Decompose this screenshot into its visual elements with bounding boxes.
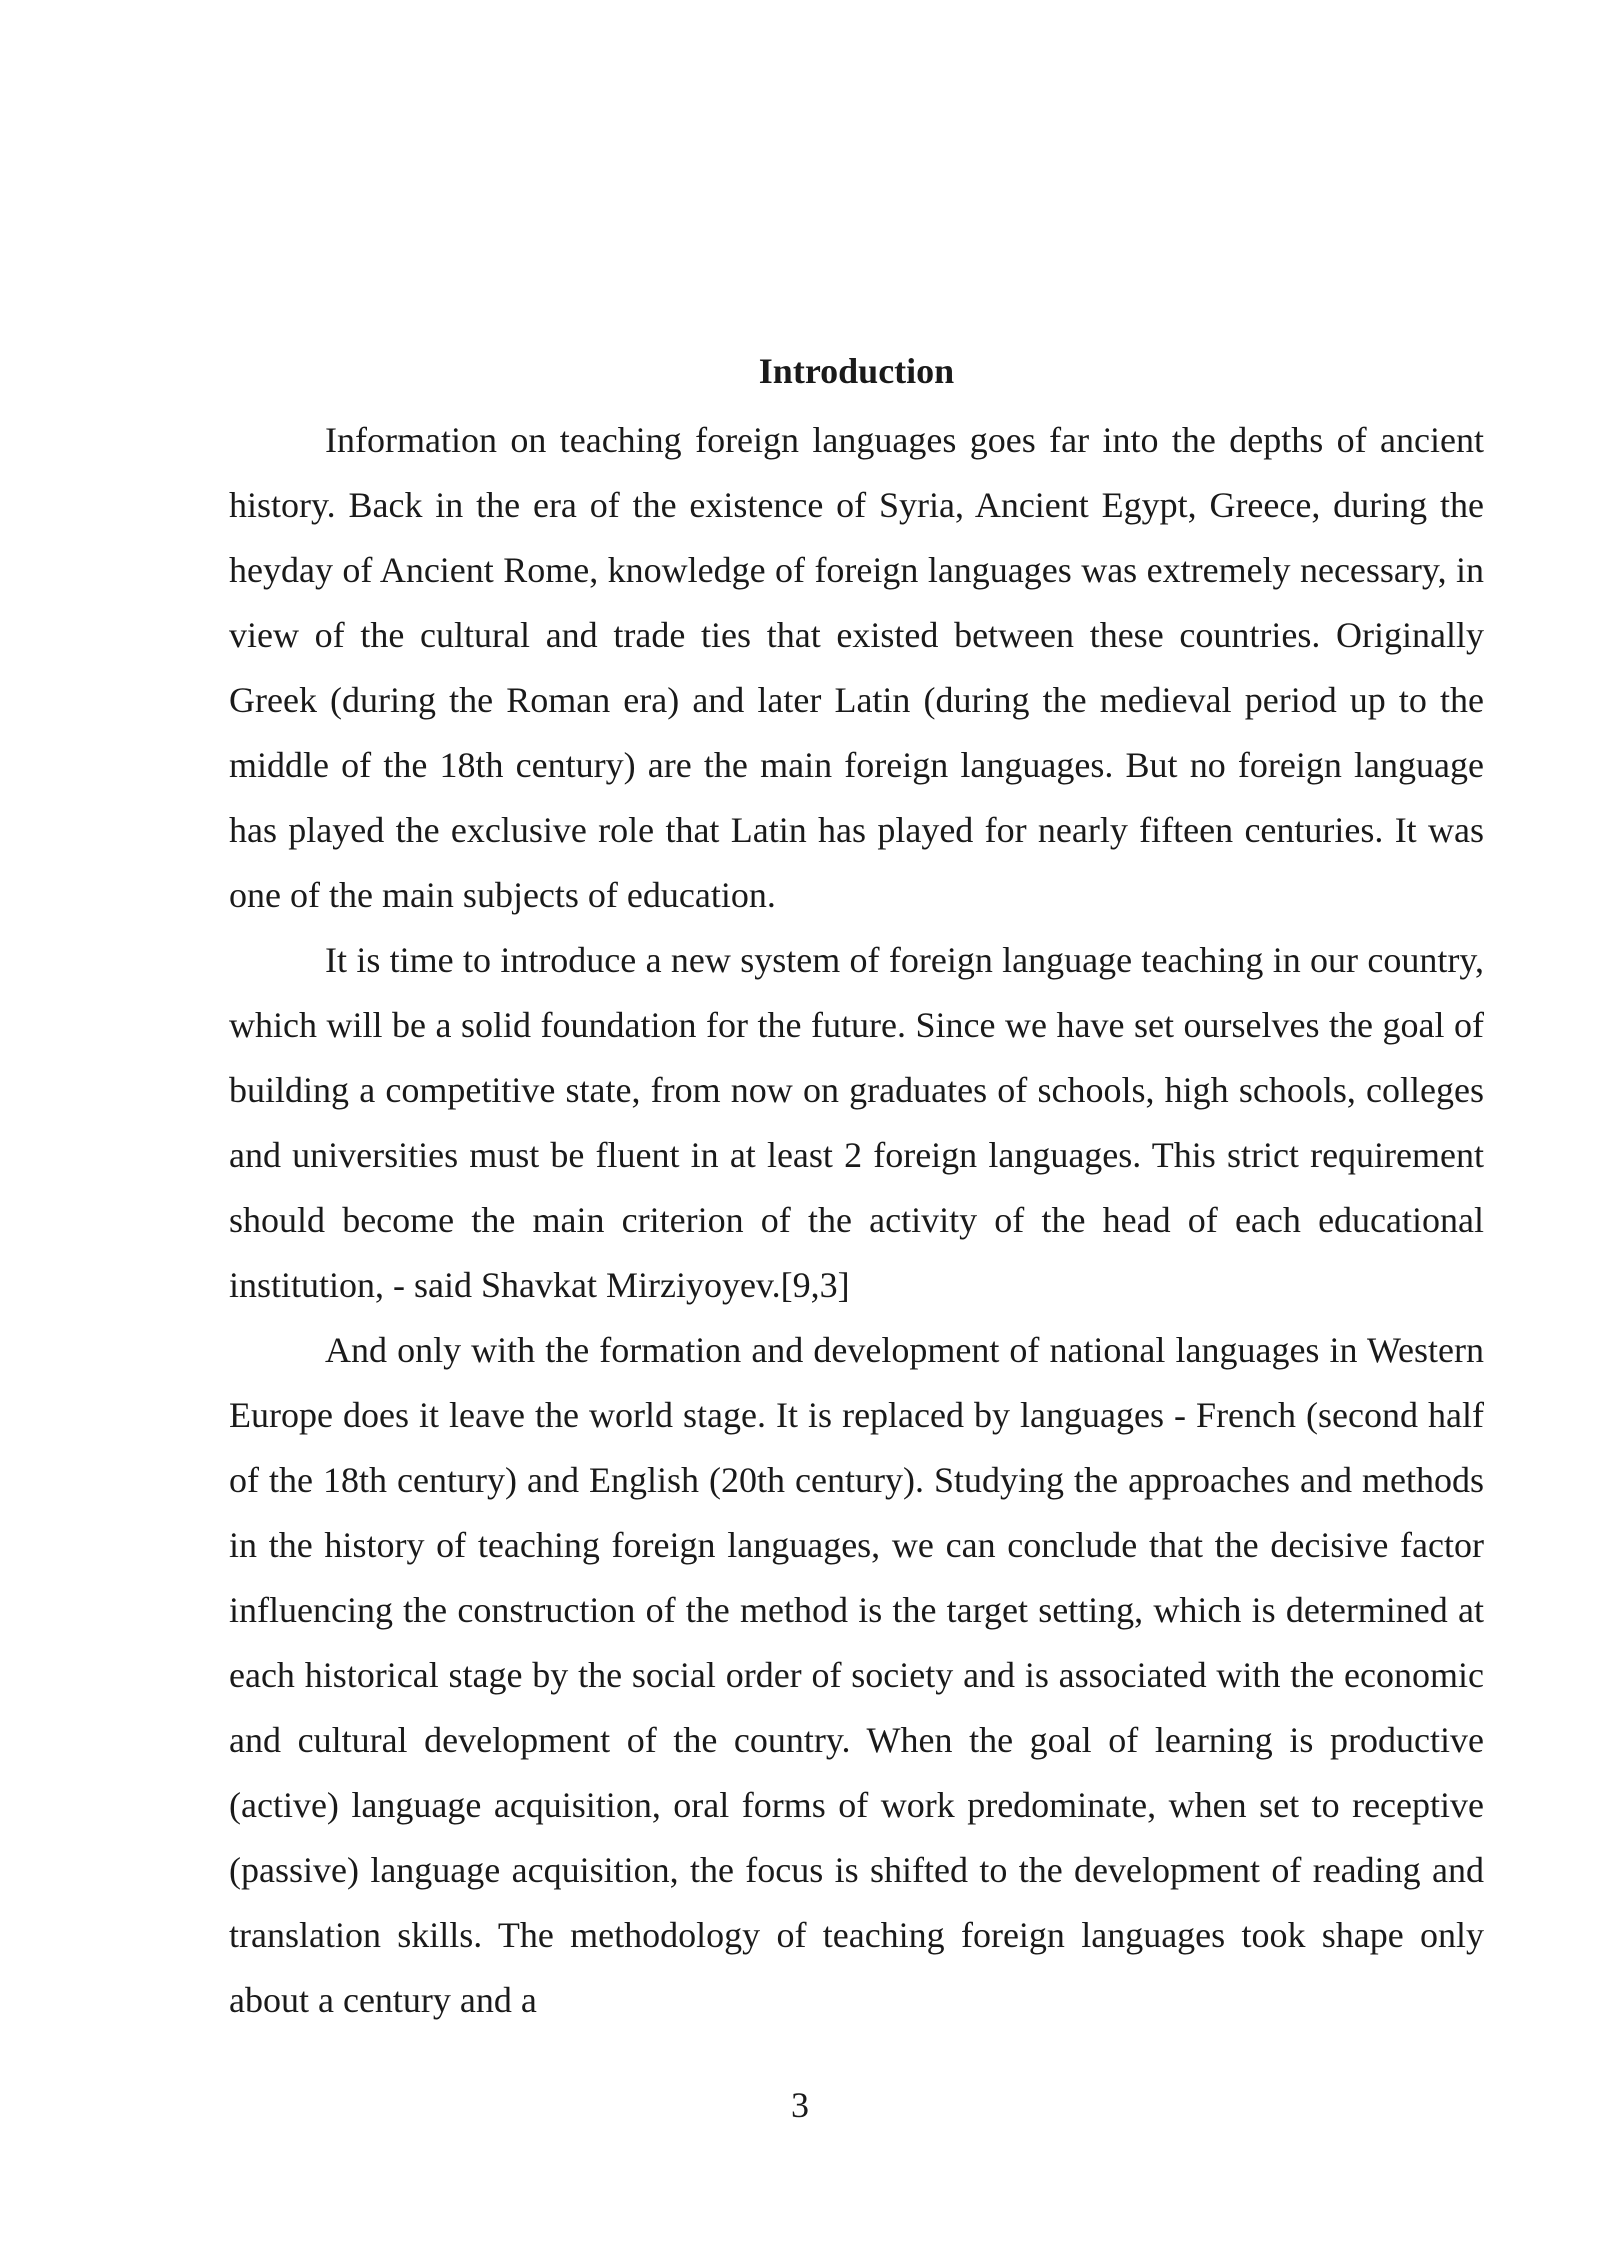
page-number: 3 <box>791 2085 809 2125</box>
section-heading: Introduction <box>758 351 955 391</box>
paragraph-3: And only with the formation and development of national languages in Western Europe does it leave the world stage. It is replaced by languages - French (second half of the 18th century) and English (20th century). Studying the approaches and methods in the history of teaching foreign languages, we can conclude that the decisive factor influencing the construction of the method is the target setting, which is determined at each historical stage by the social order of society and is associated with the economic and cultural development of the country. When the goal of learning is productive (active) language acquisition, oral forms of work predominate, when set to receptive (passive) language acquisition, the focus is shifted to the development of reading and translation skills. The methodology of teaching foreign languages took shape only about a century and a <box>229 1330 1484 2020</box>
page-body <box>229 344 1484 2033</box>
paragraph-2: It is time to introduce a new system of foreign language teaching in our country, which will be a solid foundation for the future. Since we have set ourselves the goal of building a competitive state, from now on graduates of schools, high schools, colleges and universities must be fluent in at least 2 foreign languages. This strict requirement should become the main criterion of the activity of the head of each educational institution, - said Shavkat Mirziyoyev.[9,3] <box>229 940 1484 1305</box>
paragraph-1: Information on teaching foreign languages goes far into the depths of ancient history. Back in the era of the existence of Syria, Ancient Egypt, Greece, during the heyday of Ancient Rome, knowledge of foreign languages was extremely necessary, in view of the cultural and trade ties that existed between these countries. Originally Greek (during the Roman era) and later Latin (during the medieval period up to the middle of the 18th century) are the main foreign languages. But no foreign language has played the exclusive role that Latin has played for nearly fifteen centuries. It was one of the main subjects of education. <box>229 420 1484 915</box>
